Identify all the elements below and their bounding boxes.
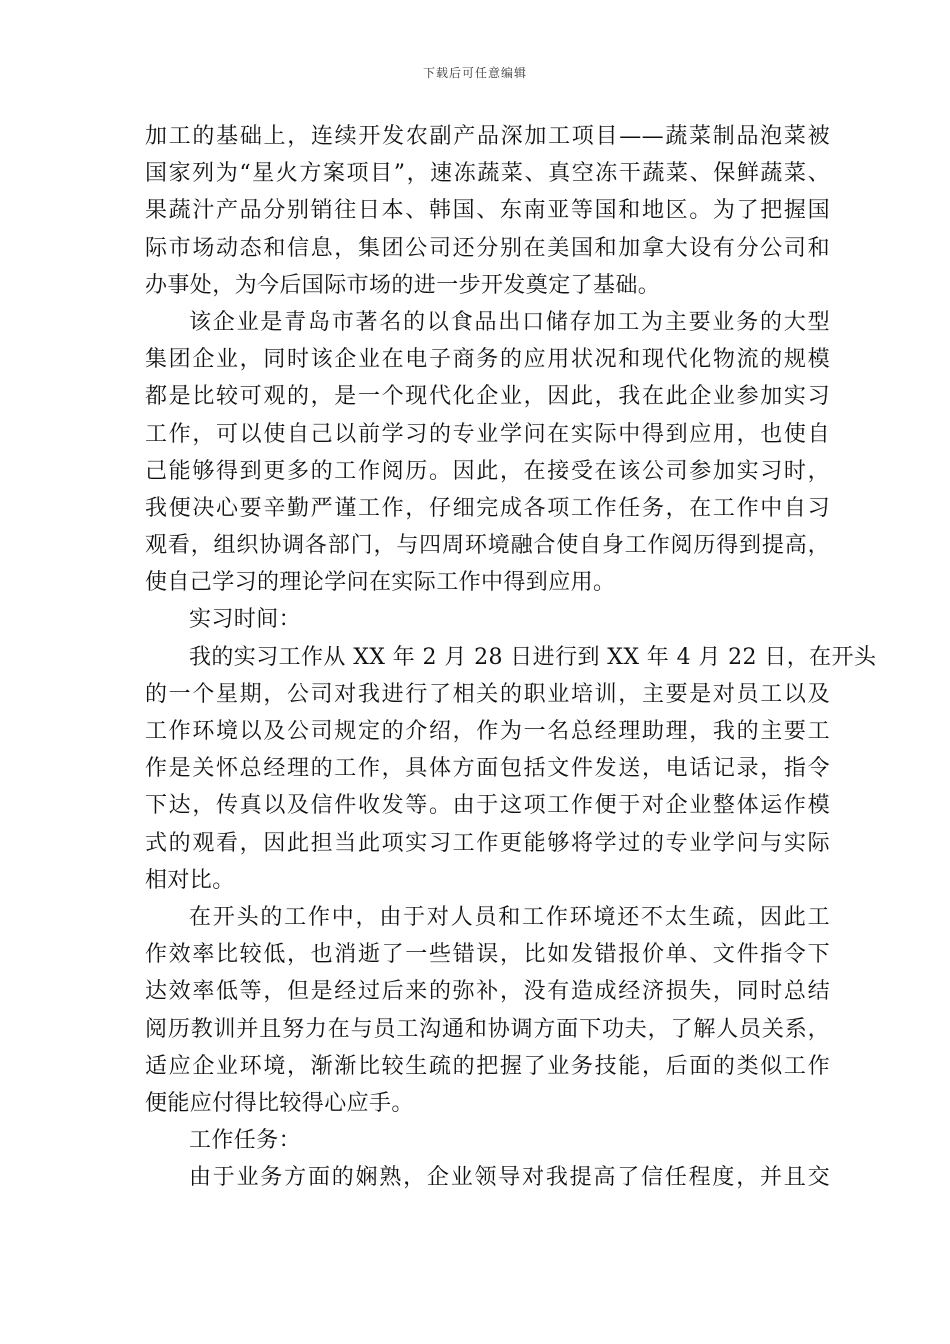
text-line: 适应企业环境，渐渐比较生疏的把握了业务技能，后面的类似工作 — [145, 1053, 830, 1079]
text-line: 国家列为“星火方案项目”，速冻蔬菜、真空冻干蔬菜、保鲜蔬菜、 — [145, 161, 830, 187]
text-line: 工作环境以及公司规定的介绍，作为一名总经理助理，我的主要工 — [145, 719, 830, 744]
text-line: 集团企业，同时该企业在电子商务的应用状况和现代化物流的规模 — [145, 347, 830, 373]
text-line: 阅历教训并且努力在与员工沟通和协调方面下功夫，了解人员关系， — [145, 1016, 830, 1042]
text-line: 际市场动态和信息，集团公司还分别在美国和加拿大设有分公司和 — [145, 235, 830, 261]
text-line: 加工的基础上，连续开发农副产品深加工项目——蔬菜制品泡菜被 — [145, 124, 830, 149]
text-line: 观看，组织协调各部门，与四周环境融合使自身工作阅历得到提高， — [145, 533, 830, 559]
text-line: 达效率低等，但是经过后来的弥补，没有造成经济损失，同时总结 — [145, 979, 830, 1005]
text-line: 己能够得到更多的工作阅历。因此，在接受在该公司参加实习时， — [145, 458, 830, 484]
page-header: 下载后可任意编辑 — [422, 66, 527, 80]
text-line: 相对比。 — [145, 867, 235, 893]
text-line: 我的实习工作从 XX 年 2 月 28 日进行到 XX 年 4 月 22 日，在开头 — [189, 644, 877, 670]
text-line: 作效率比较低，也消逝了一些错误，比如发错报价单、文件指令下 — [145, 942, 830, 968]
text-line: 的一个星期，公司对我进行了相关的职业培训，主要是对员工以及 — [145, 681, 830, 707]
text-line: 作是关怀总经理的工作，具体方面包括文件发送，电话记录，指令 — [145, 756, 830, 782]
text-line: 果蔬汁产品分别销往日本、韩国、东南亚等国和地区。为了把握国 — [145, 198, 830, 224]
text-line: 都是比较可观的，是一个现代化企业，因此，我在此企业参加实习 — [145, 384, 830, 410]
text-line: 我便决心要辛勤严谨工作，仔细完成各项工作任务，在工作中自习 — [145, 495, 830, 521]
text-line: 下达，传真以及信件收发等。由于这项工作便于对企业整体运作模 — [145, 793, 830, 819]
text-line: 在开头的工作中，由于对人员和工作环境还不太生疏，因此工 — [189, 904, 830, 930]
text-line: 工作任务： — [189, 1128, 302, 1154]
text-line: 实习时间： — [189, 607, 302, 633]
text-line: 式的观看，因此担当此项实习工作更能够将学过的专业学问与实际 — [145, 830, 830, 856]
text-line: 便能应付得比较得心应手。 — [145, 1090, 414, 1116]
document-body — [145, 118, 877, 1196]
text-line: 工作，可以使自己以前学习的专业学问在实际中得到应用，也使自 — [145, 421, 830, 447]
text-line: 办事处，为今后国际市场的进一步开发奠定了基础。 — [145, 272, 661, 298]
text-line: 使自己学习的理论学问在实际工作中得到应用。 — [145, 570, 616, 596]
text-line: 由于业务方面的娴熟，企业领导对我提高了信任程度，并且交 — [189, 1165, 830, 1191]
text-line: 该企业是青岛市著名的以食品出口储存加工为主要业务的大型 — [189, 309, 830, 335]
